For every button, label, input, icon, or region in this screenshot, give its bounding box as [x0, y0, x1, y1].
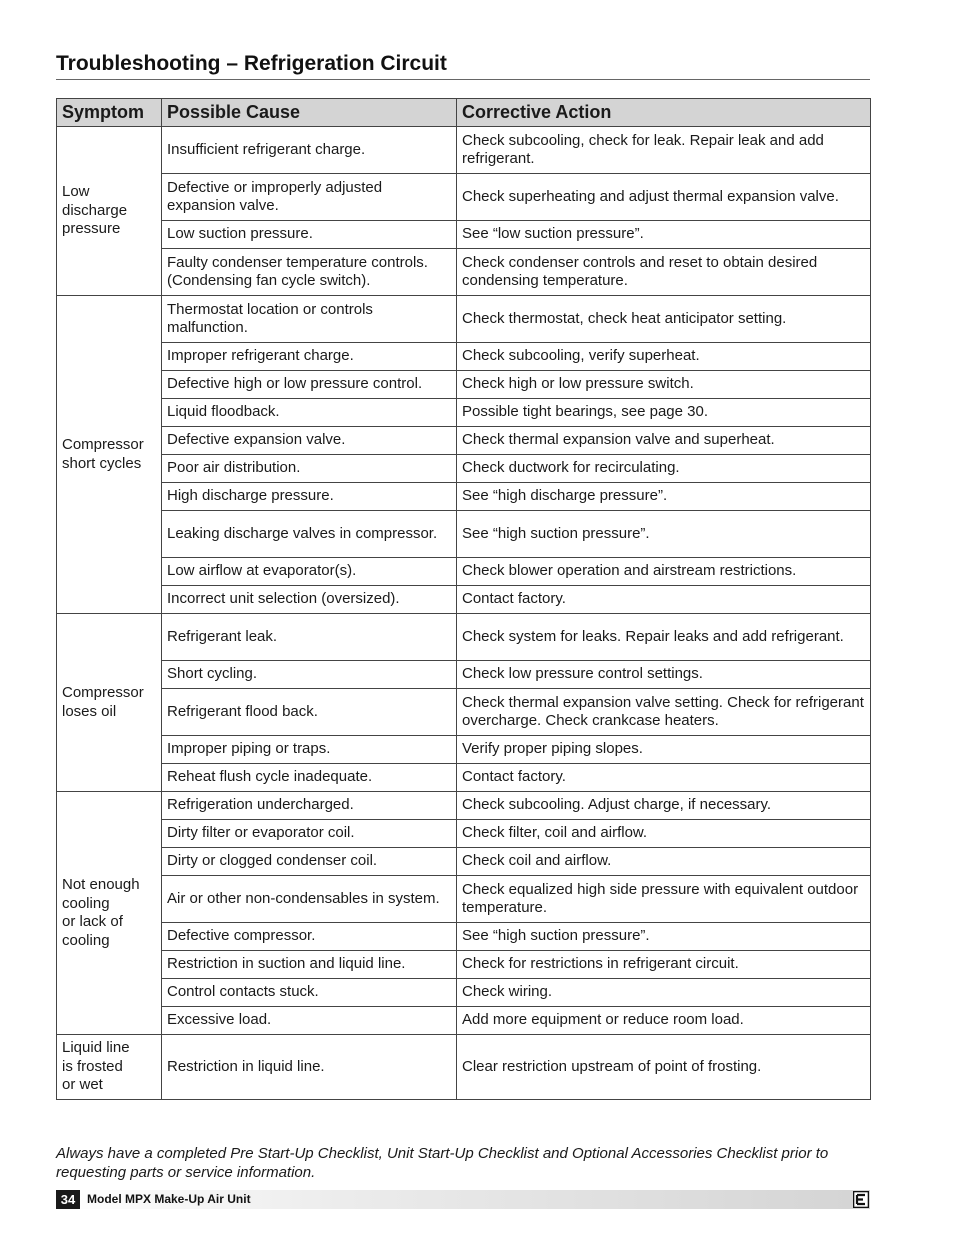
possible-cause-cell: Improper piping or traps.	[162, 736, 457, 764]
possible-cause-cell: Improper refrigerant charge.	[162, 343, 457, 371]
possible-cause-cell: Restriction in liquid line.	[162, 1035, 457, 1100]
corrective-action-cell: Check thermal expansion valve setting. Check for refrigerant overcharge. Check crankcase heaters.	[457, 689, 871, 736]
corrective-action-cell: Check coil and airflow.	[457, 848, 871, 876]
possible-cause-cell: Leaking discharge valves in compressor.	[162, 511, 457, 558]
corrective-action-cell: Possible tight bearings, see page 30.	[457, 399, 871, 427]
table-row	[57, 427, 871, 455]
possible-cause-cell: Defective compressor.	[162, 923, 457, 951]
table-row	[57, 820, 871, 848]
corrective-action-cell: Check thermal expansion valve and superheat.	[457, 427, 871, 455]
table-row	[57, 511, 871, 558]
possible-cause-cell: Refrigeration undercharged.	[162, 792, 457, 820]
possible-cause-cell: Air or other non-condensables in system.	[162, 876, 457, 923]
possible-cause-cell: Control contacts stuck.	[162, 979, 457, 1007]
corrective-action-cell: Add more equipment or reduce room load.	[457, 1007, 871, 1035]
table-row	[57, 876, 871, 923]
symptom-line: or lack of	[62, 913, 123, 930]
checklist-note: Always have a completed Pre Start-Up Checklist, Unit Start-Up Checklist and Optional Accessories Checklist prior to requesting parts or service information.	[56, 1145, 829, 1181]
symptom-line: is frosted	[62, 1057, 123, 1075]
corrective-action-cell: Check system for leaks. Repair leaks and add refrigerant.	[457, 614, 871, 661]
possible-cause-cell: Insufficient refrigerant charge.	[162, 127, 457, 174]
corrective-action-cell: Clear restriction upstream of point of frosting.	[457, 1035, 871, 1100]
table-row	[57, 455, 871, 483]
model-name: Model MPX Make-Up Air Unit	[87, 1192, 251, 1206]
symptom-line: loses oil	[62, 702, 117, 720]
corrective-action-cell: Check wiring.	[457, 979, 871, 1007]
table-header-row	[57, 99, 871, 127]
corrective-action-cell: See “high discharge pressure”.	[457, 483, 871, 511]
table-row	[57, 848, 871, 876]
page-title: Troubleshooting – Refrigeration Circuit	[56, 51, 870, 80]
possible-cause-cell: Defective or improperly adjusted expansion valve.	[162, 174, 457, 221]
corrective-action-cell: Contact factory.	[457, 764, 871, 792]
table-row	[57, 792, 871, 820]
corrective-action-cell: See “high suction pressure”.	[457, 923, 871, 951]
table-row	[57, 249, 871, 296]
corrective-action-cell: Check for restrictions in refrigerant circuit.	[457, 951, 871, 979]
table-row	[57, 736, 871, 764]
table-row	[57, 951, 871, 979]
symptom-line: Compressor	[62, 684, 144, 701]
possible-cause-cell: Low airflow at evaporator(s).	[162, 558, 457, 586]
table-row	[57, 399, 871, 427]
corrective-action-cell: Check blower operation and airstream restrictions.	[457, 558, 871, 586]
possible-cause-cell: Refrigerant flood back.	[162, 689, 457, 736]
symptom-line: Low	[62, 183, 90, 201]
symptom-line: Liquid line	[62, 1039, 130, 1057]
symptom-line: pressure	[62, 220, 121, 238]
table-row	[57, 923, 871, 951]
manufacturer-logo-icon	[853, 1191, 869, 1208]
troubleshooting-table	[56, 98, 871, 1100]
corrective-action-cell: Check superheating and adjust thermal expansion valve.	[457, 174, 871, 221]
possible-cause-cell: Defective expansion valve.	[162, 427, 457, 455]
possible-cause-cell: Restriction in suction and liquid line.	[162, 951, 457, 979]
symptom-line: cooling	[62, 931, 110, 949]
table-row	[57, 764, 871, 792]
corrective-action-cell: Contact factory.	[457, 586, 871, 614]
corrective-action-cell: Check subcooling. Adjust charge, if necessary.	[457, 792, 871, 820]
symptom-cell	[57, 296, 162, 614]
table-row	[57, 343, 871, 371]
corrective-action-cell: Check ductwork for recirculating.	[457, 455, 871, 483]
table-row	[57, 174, 871, 221]
corrective-action-cell: Check thermostat, check heat anticipator setting.	[457, 296, 871, 343]
symptom-cell	[57, 792, 162, 1035]
symptom-line: short cycles	[62, 454, 142, 472]
possible-cause-cell: Excessive load.	[162, 1007, 457, 1035]
possible-cause-cell: Defective high or low pressure control.	[162, 371, 457, 399]
possible-cause-cell: Short cycling.	[162, 661, 457, 689]
symptom-cell	[57, 614, 162, 792]
table-row	[57, 586, 871, 614]
possible-cause-cell: Refrigerant leak.	[162, 614, 457, 661]
table-row	[57, 689, 871, 736]
possible-cause-cell: High discharge pressure.	[162, 483, 457, 511]
possible-cause-cell: Reheat flush cycle inadequate.	[162, 764, 457, 792]
corrective-action-cell: Check low pressure control settings.	[457, 661, 871, 689]
corrective-action-cell: Check high or low pressure switch.	[457, 371, 871, 399]
table-row	[57, 371, 871, 399]
header-corrective-action: Corrective Action	[457, 99, 871, 127]
corrective-action-cell: Check condenser controls and reset to obtain desired condensing temperature.	[457, 249, 871, 296]
header-possible-cause: Possible Cause	[162, 99, 457, 127]
page-number: 34	[56, 1190, 80, 1209]
symptom-line: or wet	[62, 1076, 103, 1094]
symptom-cell	[57, 127, 162, 296]
corrective-action-cell: Check subcooling, verify superheat.	[457, 343, 871, 371]
possible-cause-cell: Thermostat location or controls malfunction.	[162, 296, 457, 343]
table-row	[57, 221, 871, 249]
symptom-cell	[57, 1035, 162, 1100]
page-footer	[56, 1190, 870, 1209]
possible-cause-cell: Poor air distribution.	[162, 455, 457, 483]
corrective-action-cell: Check equalized high side pressure with equivalent outdoor temperature.	[457, 876, 871, 923]
table-row	[57, 1035, 871, 1100]
corrective-action-cell: Check subcooling, check for leak. Repair leak and add refrigerant.	[457, 127, 871, 174]
corrective-action-cell: See “high suction pressure”.	[457, 511, 871, 558]
corrective-action-cell: Check filter, coil and airflow.	[457, 820, 871, 848]
symptom-line: Not enough	[62, 876, 140, 893]
possible-cause-cell: Liquid floodback.	[162, 399, 457, 427]
symptom-line: cooling	[62, 894, 110, 912]
possible-cause-cell: Dirty filter or evaporator coil.	[162, 820, 457, 848]
table-row	[57, 296, 871, 343]
possible-cause-cell: Incorrect unit selection (oversized).	[162, 586, 457, 614]
possible-cause-cell: Low suction pressure.	[162, 221, 457, 249]
possible-cause-cell: Faulty condenser temperature controls. (Condensing fan cycle switch).	[162, 249, 457, 296]
symptom-line: Compressor	[62, 436, 144, 453]
header-symptom: Symptom	[57, 99, 162, 127]
corrective-action-cell: See “low suction pressure”.	[457, 221, 871, 249]
table-row	[57, 614, 871, 661]
possible-cause-cell: Dirty or clogged condenser coil.	[162, 848, 457, 876]
table-row	[57, 661, 871, 689]
table-row	[57, 979, 871, 1007]
table-row	[57, 558, 871, 586]
corrective-action-cell: Verify proper piping slopes.	[457, 736, 871, 764]
table-row	[57, 483, 871, 511]
table-row	[57, 1007, 871, 1035]
table-row	[57, 127, 871, 174]
symptom-line: discharge	[62, 201, 128, 219]
